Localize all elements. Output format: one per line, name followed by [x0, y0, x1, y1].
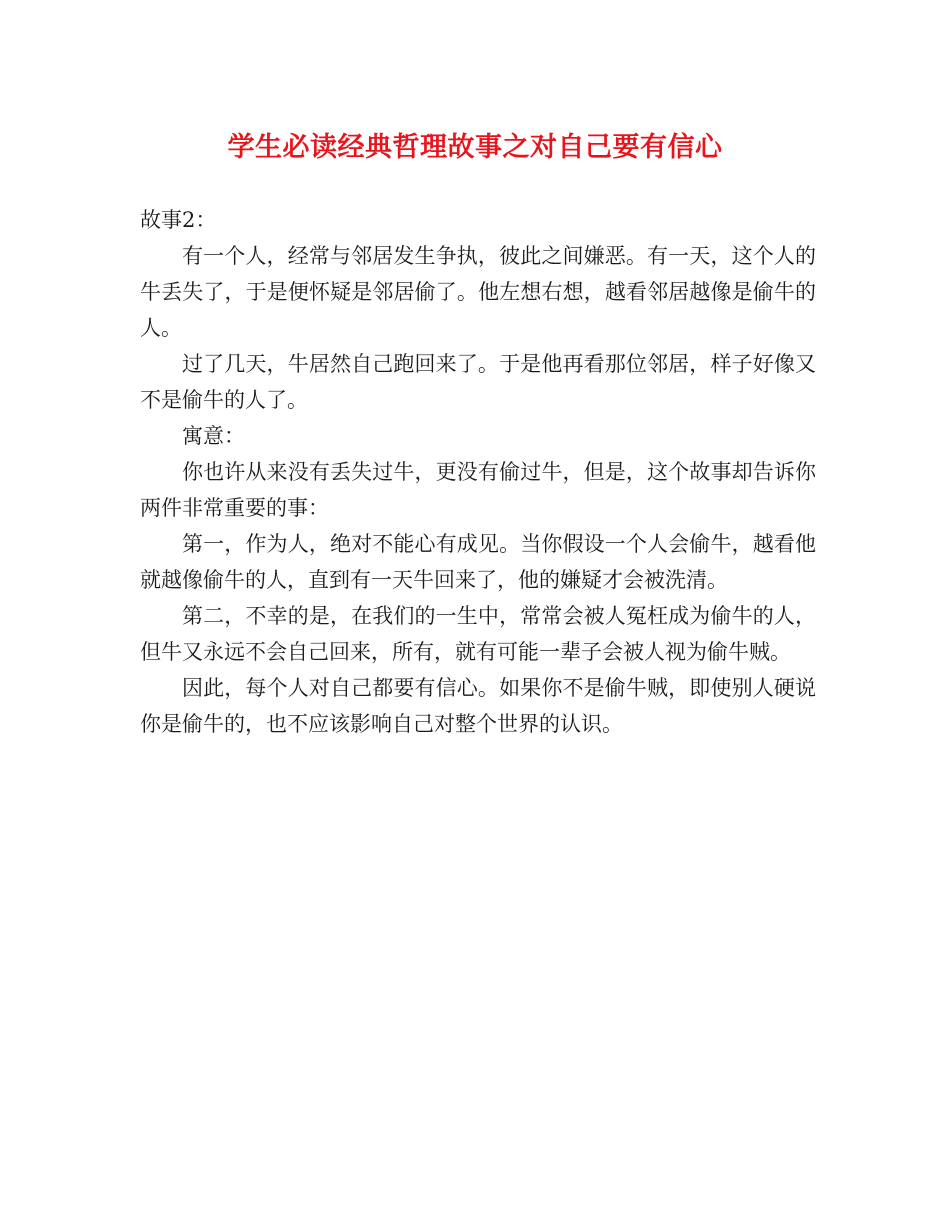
paragraph-moral-label: 寓意：	[182, 424, 245, 448]
paragraph-story-label: 故事2：	[140, 208, 217, 232]
document-title: 学生必读经典哲理故事之对自己要有信心	[227, 132, 723, 163]
paragraph-story-part-1: 有一个人，经常与邻居发生争执，彼此之间嫌恶。有一天，这个人的牛丢失了，于是便怀疑是邻居偷了。他左想右想，越看邻居越像是偷牛的人。	[140, 244, 816, 340]
document-body	[140, 202, 816, 742]
paragraph-point-two: 第二，不幸的是，在我们的一生中，常常会被人冤枉成为偷牛的人，但牛又永远不会自己回来，所有，就有可能一辈子会被人视为偷牛贼。	[140, 604, 816, 664]
paragraph-conclusion: 因此，每个人对自己都要有信心。如果你不是偷牛贼，即使别人硬说你是偷牛的，也不应该影响自己对整个世界的认识。	[140, 676, 816, 736]
paragraph-moral-intro: 你也许从来没有丢失过牛，更没有偷过牛，但是，这个故事却告诉你两件非常重要的事：	[140, 460, 816, 520]
paragraph-point-one: 第一，作为人，绝对不能心有成见。当你假设一个人会偷牛，越看他就越像偷牛的人，直到有一天牛回来了，他的嫌疑才会被洗清。	[140, 532, 816, 592]
paragraph-story-part-2: 过了几天，牛居然自己跑回来了。于是他再看那位邻居，样子好像又不是偷牛的人了。	[140, 352, 816, 412]
